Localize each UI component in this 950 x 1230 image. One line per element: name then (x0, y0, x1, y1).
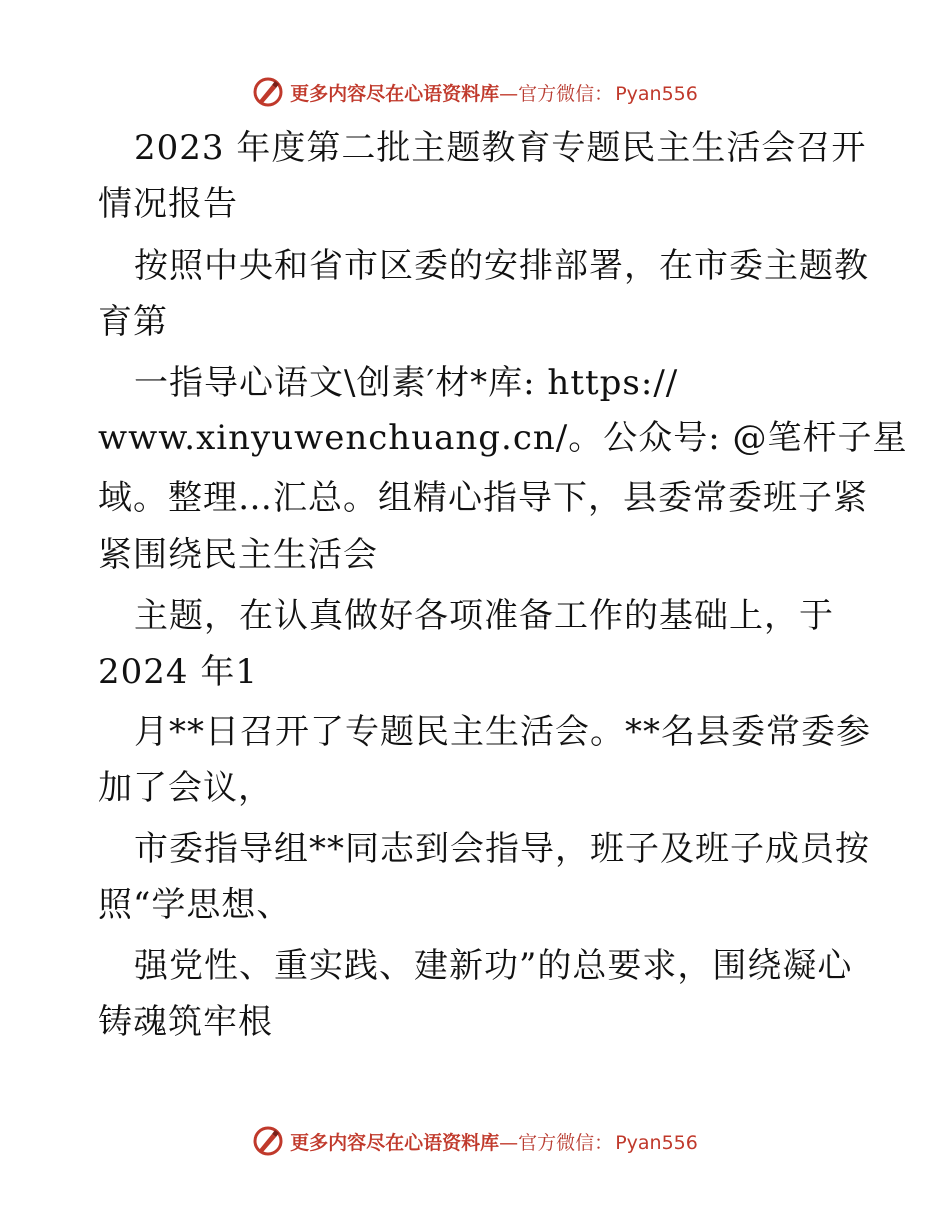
banner-wechat-handle: Pyan556 (615, 82, 698, 105)
doc-title-line-2: 情况报告 (98, 184, 238, 224)
banner-text (290, 1128, 698, 1155)
doc-paragraph-line: 育第 (98, 302, 168, 342)
banner-library-text: 更多内容尽在心语资料库 (290, 1131, 500, 1154)
banner-text (290, 79, 698, 106)
doc-paragraph-line: 月**日召开了专题民主生活会。**名县委常委参 (134, 712, 871, 752)
doc-paragraph-line: www.xinyuwenchuang.cn/。公众号: @笔杆子星 (98, 418, 908, 458)
banner-separator: — (499, 1131, 519, 1154)
banner-library-text: 更多内容尽在心语资料库 (290, 82, 500, 105)
pen-circle-logo-icon (252, 1125, 284, 1157)
doc-paragraph-line: 按照中央和省市区委的安排部署，在市委主题教 (134, 246, 869, 286)
banner-official-label: 官方微信： (518, 1131, 614, 1154)
banner-official-label: 官方微信： (518, 82, 614, 105)
banner-wechat-handle: Pyan556 (615, 1131, 698, 1154)
footer-banner (0, 1121, 950, 1161)
doc-paragraph-line: 铸魂筑牢根 (98, 1002, 273, 1042)
doc-paragraph-line: 主题，在认真做好各项准备工作的基础上，于 (134, 596, 834, 636)
doc-title-line-1: 2023 年度第二批主题教育专题民主生活会召开 (134, 128, 867, 168)
doc-paragraph-line: 加了会议， (98, 768, 273, 808)
doc-paragraph-line: 一指导心语文\创素′材*库: https:// (134, 363, 679, 403)
doc-paragraph-line: 照“学思想、 (98, 885, 292, 925)
pen-circle-logo-icon (252, 76, 284, 108)
doc-paragraph-line: 2024 年1 (98, 652, 258, 692)
doc-paragraph-line: 域。整理…汇总。组精心指导下，县委常委班子紧 (98, 478, 868, 518)
doc-paragraph-line: 紧围绕民主生活会 (98, 535, 378, 575)
banner-separator: — (499, 82, 519, 105)
header-banner (0, 72, 950, 112)
doc-paragraph-line: 市委指导组**同志到会指导，班子及班子成员按 (134, 829, 870, 869)
doc-paragraph-line: 强党性、重实践、建新功”的总要求，围绕凝心 (134, 946, 853, 986)
